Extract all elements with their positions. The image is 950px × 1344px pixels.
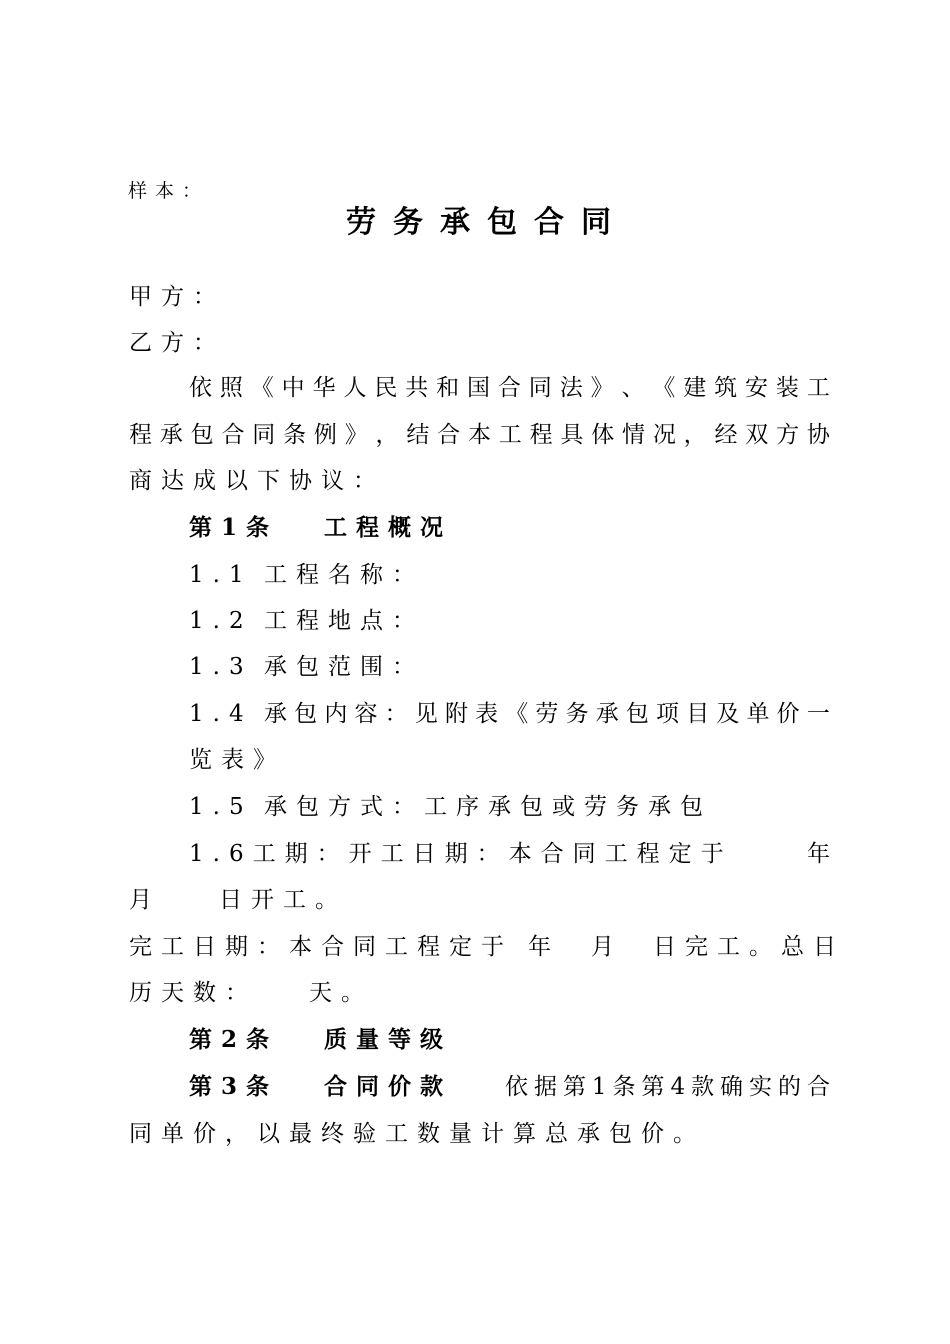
period-total-days-label: 历天数： <box>129 980 257 1006</box>
document-title: 劳务承包合同 <box>346 205 628 240</box>
article-2-label: 第2条 <box>189 1026 279 1053</box>
article-1-label: 第1条 <box>189 514 279 541</box>
period-end-rest: 日完工。总日 <box>653 934 845 960</box>
item-1-3-number: 1.3 <box>189 654 253 680</box>
period-line-1: 1.6工期：开工日期：本合同工程定于 <box>189 841 733 867</box>
article-3-label: 第3条 <box>189 1073 279 1100</box>
party-a: 甲方： <box>129 284 225 310</box>
period-day-unit: 天。 <box>309 980 373 1006</box>
item-1-5-text: 承包方式：工序承包或劳务承包 <box>264 794 712 820</box>
period-end-month: 月 <box>591 934 623 960</box>
item-1-4-number: 1.4 <box>189 701 253 727</box>
article-2-heading: 质量等级 <box>324 1026 452 1053</box>
article-3-text-1: 依 据 第 1 条 第 4 款 确 实 的 合 <box>505 1074 830 1100</box>
party-b: 乙方： <box>129 330 225 356</box>
item-1-1-number: 1.1 <box>189 562 253 588</box>
sample-label: 样本： <box>128 180 210 202</box>
period-start-year: 年 <box>807 841 839 867</box>
period-end-label: 完工日期：本合同工程定于 <box>129 934 513 960</box>
item-1-5-number: 1.5 <box>189 794 253 820</box>
intro-line-2: 程 承 包 合 同 条 例 》 ， 结 合 本 工 程 具 体 情 况 ， 经 双 方 协 <box>129 422 830 448</box>
article-3-text-2: 同单价，以最终验工数量计算总承包价。 <box>129 1121 705 1147</box>
article-3-heading: 合同价款 <box>324 1073 452 1100</box>
item-1-4-text: 承 包 内 容 ： 见 附 表 《 劳 务 承 包 项 目 及 单 价 一 <box>264 701 830 727</box>
period-start-month: 月 <box>129 887 161 913</box>
period-end-year: 年 <box>528 934 560 960</box>
item-1-1-text: 工程名称： <box>264 562 424 588</box>
article-1-heading: 工程概况 <box>324 514 452 541</box>
intro-line-3: 商达成以下协议： <box>129 468 385 494</box>
item-1-3-text: 承包范围： <box>264 654 424 680</box>
item-1-4-continuation: 览表》 <box>189 747 285 773</box>
intro-line-1: 依 照 《 中 华 人 民 共 和 国 合 同 法 》 、 《 建 筑 安 装 工 <box>189 375 830 401</box>
item-1-2-number: 1.2 <box>189 608 253 634</box>
item-1-2-text: 工程地点： <box>264 608 424 634</box>
period-start-rest: 日开工。 <box>219 887 347 913</box>
